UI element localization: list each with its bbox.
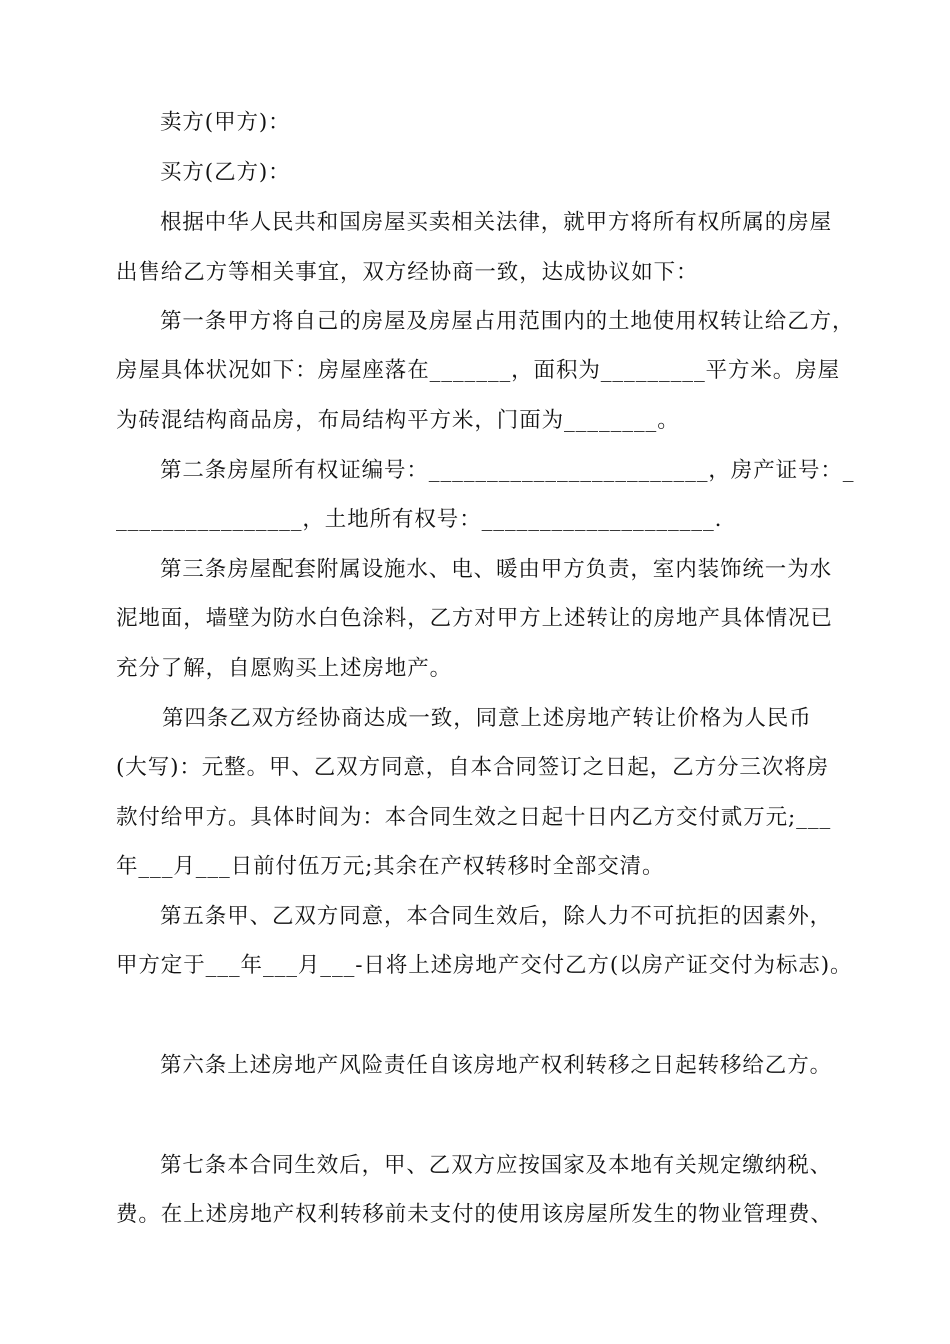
article2-line-1: 第二条房屋所有权证编号：________________________，房产证号：_: [160, 458, 855, 483]
intro-line-1: 根据中华人民共和国房屋买卖相关法律，就甲方将所有权所属的房屋: [160, 210, 833, 235]
article4-line-1: 第四条乙双方经协商达成一致，同意上述房地产转让价格为人民币: [162, 706, 812, 731]
article5-line-2: 甲方定于___年___月___-日将上述房地产交付乙方(以房产证交付为标志)。: [116, 953, 853, 978]
seller-label: 卖方(甲方)：: [160, 110, 291, 135]
article4-line-3: 款付给甲方。具体时间为：本合同生效之日起十日内乙方交付贰万元;___: [116, 805, 832, 830]
intro-line-2: 出售给乙方等相关事宜，双方经协商一致，达成协议如下：: [116, 260, 699, 285]
article4-line-4: 年___月___日前付伍万元;其余在产权转移时全部交清。: [116, 854, 665, 879]
article1-line-1: 第一条甲方将自己的房屋及房屋占用范围内的土地使用权转让给乙方，: [160, 309, 855, 334]
article6-line-1: 第六条上述房地产风险责任自该房地产权利转移之日起转移给乙方。: [160, 1053, 833, 1078]
article5-line-1: 第五条甲、乙双方同意，本合同生效后，除人力不可抗拒的因素外，: [160, 904, 833, 929]
article4-line-2: (大写)：元整。甲、乙双方同意，自本合同签订之日起，乙方分三次将房: [116, 755, 829, 780]
article1-line-2: 房屋具体状况如下：房屋座落在_______，面积为_________平方米。房屋: [116, 358, 841, 383]
article3-line-3: 充分了解，自愿购买上述房地产。: [116, 656, 453, 681]
article2-line-2: ________________，土地所有权号：____________________.: [116, 507, 723, 532]
article7-line-1: 第七条本合同生效后，甲、乙双方应按国家及本地有关规定缴纳税、: [160, 1153, 833, 1178]
article3-line-1: 第三条房屋配套附属设施水、电、暖由甲方负责，室内装饰统一为水: [160, 557, 833, 582]
buyer-label: 买方(乙方)：: [160, 160, 291, 185]
article1-line-3: 为砖混结构商品房，布局结构平方米，门面为________。: [116, 408, 680, 433]
article3-line-2: 泥地面，墙壁为防水白色涂料，乙方对甲方上述转让的房地产具体情况已: [116, 606, 833, 631]
article7-line-2: 费。在上述房地产权利转移前未支付的使用该房屋所发生的物业管理费、: [116, 1202, 833, 1227]
